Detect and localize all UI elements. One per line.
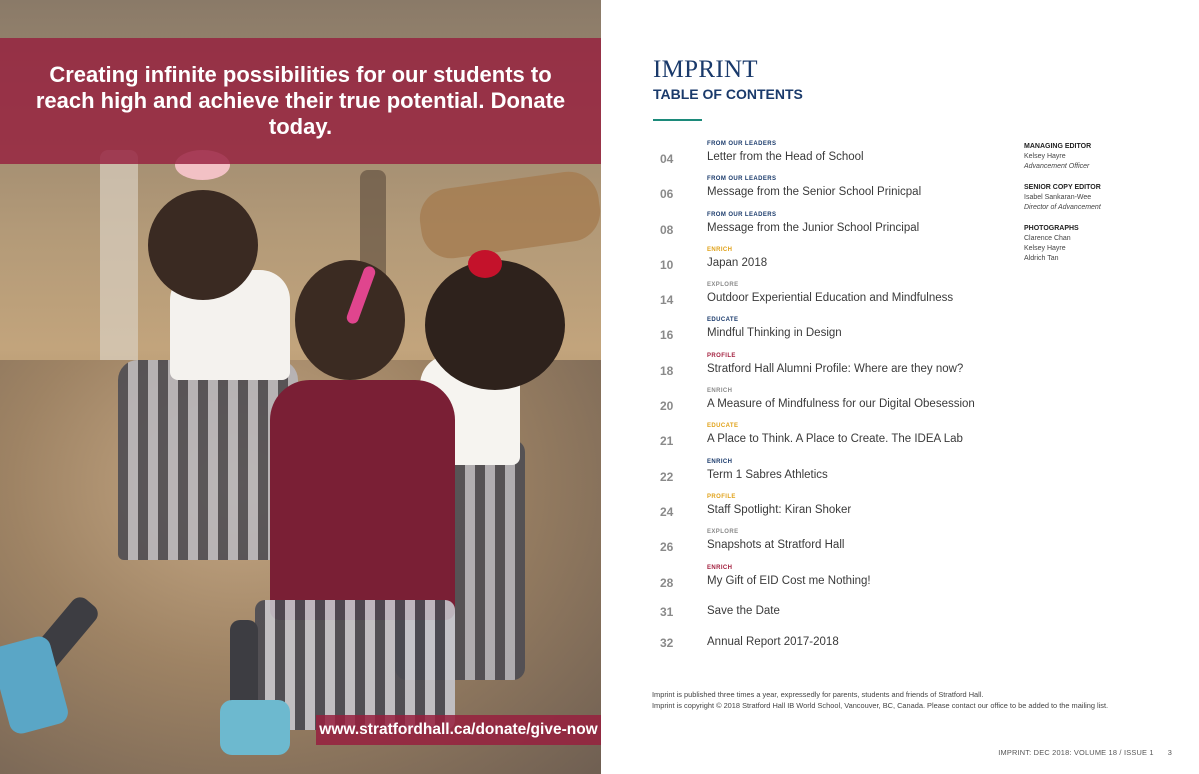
photo-kid: [148, 190, 258, 300]
masthead-name: Kelsey Hayre: [1024, 245, 1066, 252]
toc-title[interactable]: A Measure of Mindfulness for our Digital Obesession: [707, 398, 975, 411]
toc-category: ENRICH: [707, 564, 733, 571]
masthead-title: Advancement Officer: [1024, 163, 1090, 170]
toc-category: ENRICH: [707, 246, 733, 253]
toc-page-number: 10: [660, 257, 674, 272]
toc-title[interactable]: A Place to Think. A Place to Create. The IDEA Lab: [707, 433, 963, 446]
photo-log: [416, 168, 601, 262]
toc-item[interactable]: [653, 564, 1013, 599]
toc-page-number: 04: [660, 152, 674, 166]
donate-banner: [0, 38, 601, 164]
photo-hair-bow: [468, 250, 502, 278]
toc-page-number: 22: [660, 469, 674, 484]
toc-category: FROM OUR LEADERS: [707, 176, 777, 183]
toc-category: EXPLORE: [707, 529, 739, 536]
copyright-note-line: Imprint is copyright © 2018 Stratford Hall IB World School, Vancouver, BC, Canada. Please contact our office to be added to the mailing list.: [652, 701, 1109, 710]
magazine-title: IMPRINT: [653, 56, 758, 83]
toc-item[interactable]: [653, 630, 1013, 661]
masthead-role: SENIOR COPY EDITOR: [1024, 184, 1101, 191]
toc-category: PROFILE: [707, 493, 736, 500]
toc-category: PROFILE: [707, 352, 736, 359]
page-footer: [998, 748, 1172, 757]
toc-title[interactable]: Snapshots at Stratford Hall: [707, 539, 845, 552]
masthead-name: Aldrich Tan: [1024, 255, 1059, 262]
toc-page-number: 14: [660, 293, 674, 308]
toc-title[interactable]: Save the Date: [707, 604, 780, 617]
page-number: 3: [1167, 748, 1172, 757]
toc-page-number: 24: [660, 504, 674, 519]
toc-page-number: 18: [660, 363, 674, 378]
toc-list: [653, 140, 1013, 661]
toc-item[interactable]: [653, 528, 1013, 563]
toc-item[interactable]: [653, 387, 1013, 422]
toc-title[interactable]: Term 1 Sabres Athletics: [707, 468, 828, 481]
toc-page-number: 16: [660, 328, 674, 343]
issue-info: IMPRINT: DEC 2018: VOLUME 18 / ISSUE 1: [998, 748, 1154, 757]
toc-title[interactable]: Message from the Junior School Principal: [707, 221, 920, 234]
toc-page-number: 20: [660, 399, 674, 414]
masthead-name: Isabel Sankaran-Wee: [1024, 194, 1092, 201]
masthead-name: Clarence Chan: [1024, 235, 1071, 242]
publication-note-line: Imprint is published three times a year, expressedly for parents, students and friends of Stratford Hall.: [652, 690, 984, 699]
toc-category: ENRICH: [707, 458, 733, 465]
toc-title[interactable]: Letter from the Head of School: [707, 151, 864, 163]
masthead-block: [1024, 143, 1184, 172]
toc-item[interactable]: [653, 211, 1013, 246]
donate-link[interactable]: www.stratfordhall.ca/donate/give-now: [319, 721, 598, 738]
toc-title[interactable]: Outdoor Experiential Education and Mindfulness: [707, 292, 954, 305]
toc-item[interactable]: [653, 493, 1013, 528]
toc-item[interactable]: [653, 246, 1013, 281]
masthead-name: Kelsey Hayre: [1024, 153, 1066, 160]
page-title: TABLE OF CONTENTS: [653, 86, 803, 102]
banner-text: Creating infinite possibilities for our students to reach high and achieve their true potential. Donate today.: [35, 62, 566, 139]
toc-item[interactable]: [653, 599, 1013, 630]
toc-title[interactable]: Japan 2018: [707, 256, 768, 269]
toc-title[interactable]: Annual Report 2017-2018: [707, 635, 839, 648]
toc-page-number: 06: [660, 187, 674, 202]
toc-title[interactable]: Mindful Thinking in Design: [707, 327, 842, 340]
toc-title[interactable]: Stratford Hall Alumni Profile: Where are they now?: [707, 362, 964, 375]
toc-item[interactable]: [653, 316, 1013, 351]
photo-shoe: [220, 700, 290, 755]
masthead-role: MANAGING EDITOR: [1024, 143, 1092, 150]
toc-page-number: 21: [660, 434, 674, 449]
masthead-block: [1024, 225, 1184, 264]
toc-category: ENRICH: [707, 388, 733, 395]
toc-page-number: 32: [660, 635, 674, 650]
masthead-role: PHOTOGRAPHS: [1024, 225, 1079, 232]
photo-tree: [100, 150, 138, 370]
masthead: [1024, 143, 1184, 276]
toc-category: EDUCATE: [707, 423, 739, 430]
publication-note: [652, 689, 1172, 711]
toc-category: EXPLORE: [707, 282, 739, 289]
photo-kid: [425, 260, 565, 390]
toc-category: FROM OUR LEADERS: [707, 211, 777, 218]
toc-item[interactable]: [653, 422, 1013, 457]
toc-page-number: 28: [660, 575, 674, 590]
toc-item[interactable]: [653, 458, 1013, 493]
toc-item[interactable]: [653, 175, 1013, 210]
toc-title[interactable]: My Gift of EID Cost me Nothing!: [707, 574, 871, 587]
title-divider: [653, 119, 702, 121]
toc-page-number: 08: [660, 222, 674, 237]
photo-kid: [270, 380, 455, 620]
toc-title[interactable]: Message from the Senior School Prinicpal: [707, 186, 922, 199]
toc-item[interactable]: [653, 281, 1013, 316]
toc-category: EDUCATE: [707, 317, 739, 324]
toc-item[interactable]: [653, 352, 1013, 387]
toc-item[interactable]: [653, 140, 1013, 175]
toc-title[interactable]: Staff Spotlight: Kiran Shoker: [707, 503, 852, 516]
toc-category: FROM OUR LEADERS: [707, 141, 777, 147]
toc-page-number: 26: [660, 540, 674, 555]
table-of-contents-page: [601, 0, 1199, 774]
toc-page-number: 31: [660, 604, 674, 619]
masthead-block: [1024, 184, 1184, 213]
donate-link-box[interactable]: [316, 715, 601, 745]
masthead-title: Director of Advancement: [1024, 204, 1101, 211]
